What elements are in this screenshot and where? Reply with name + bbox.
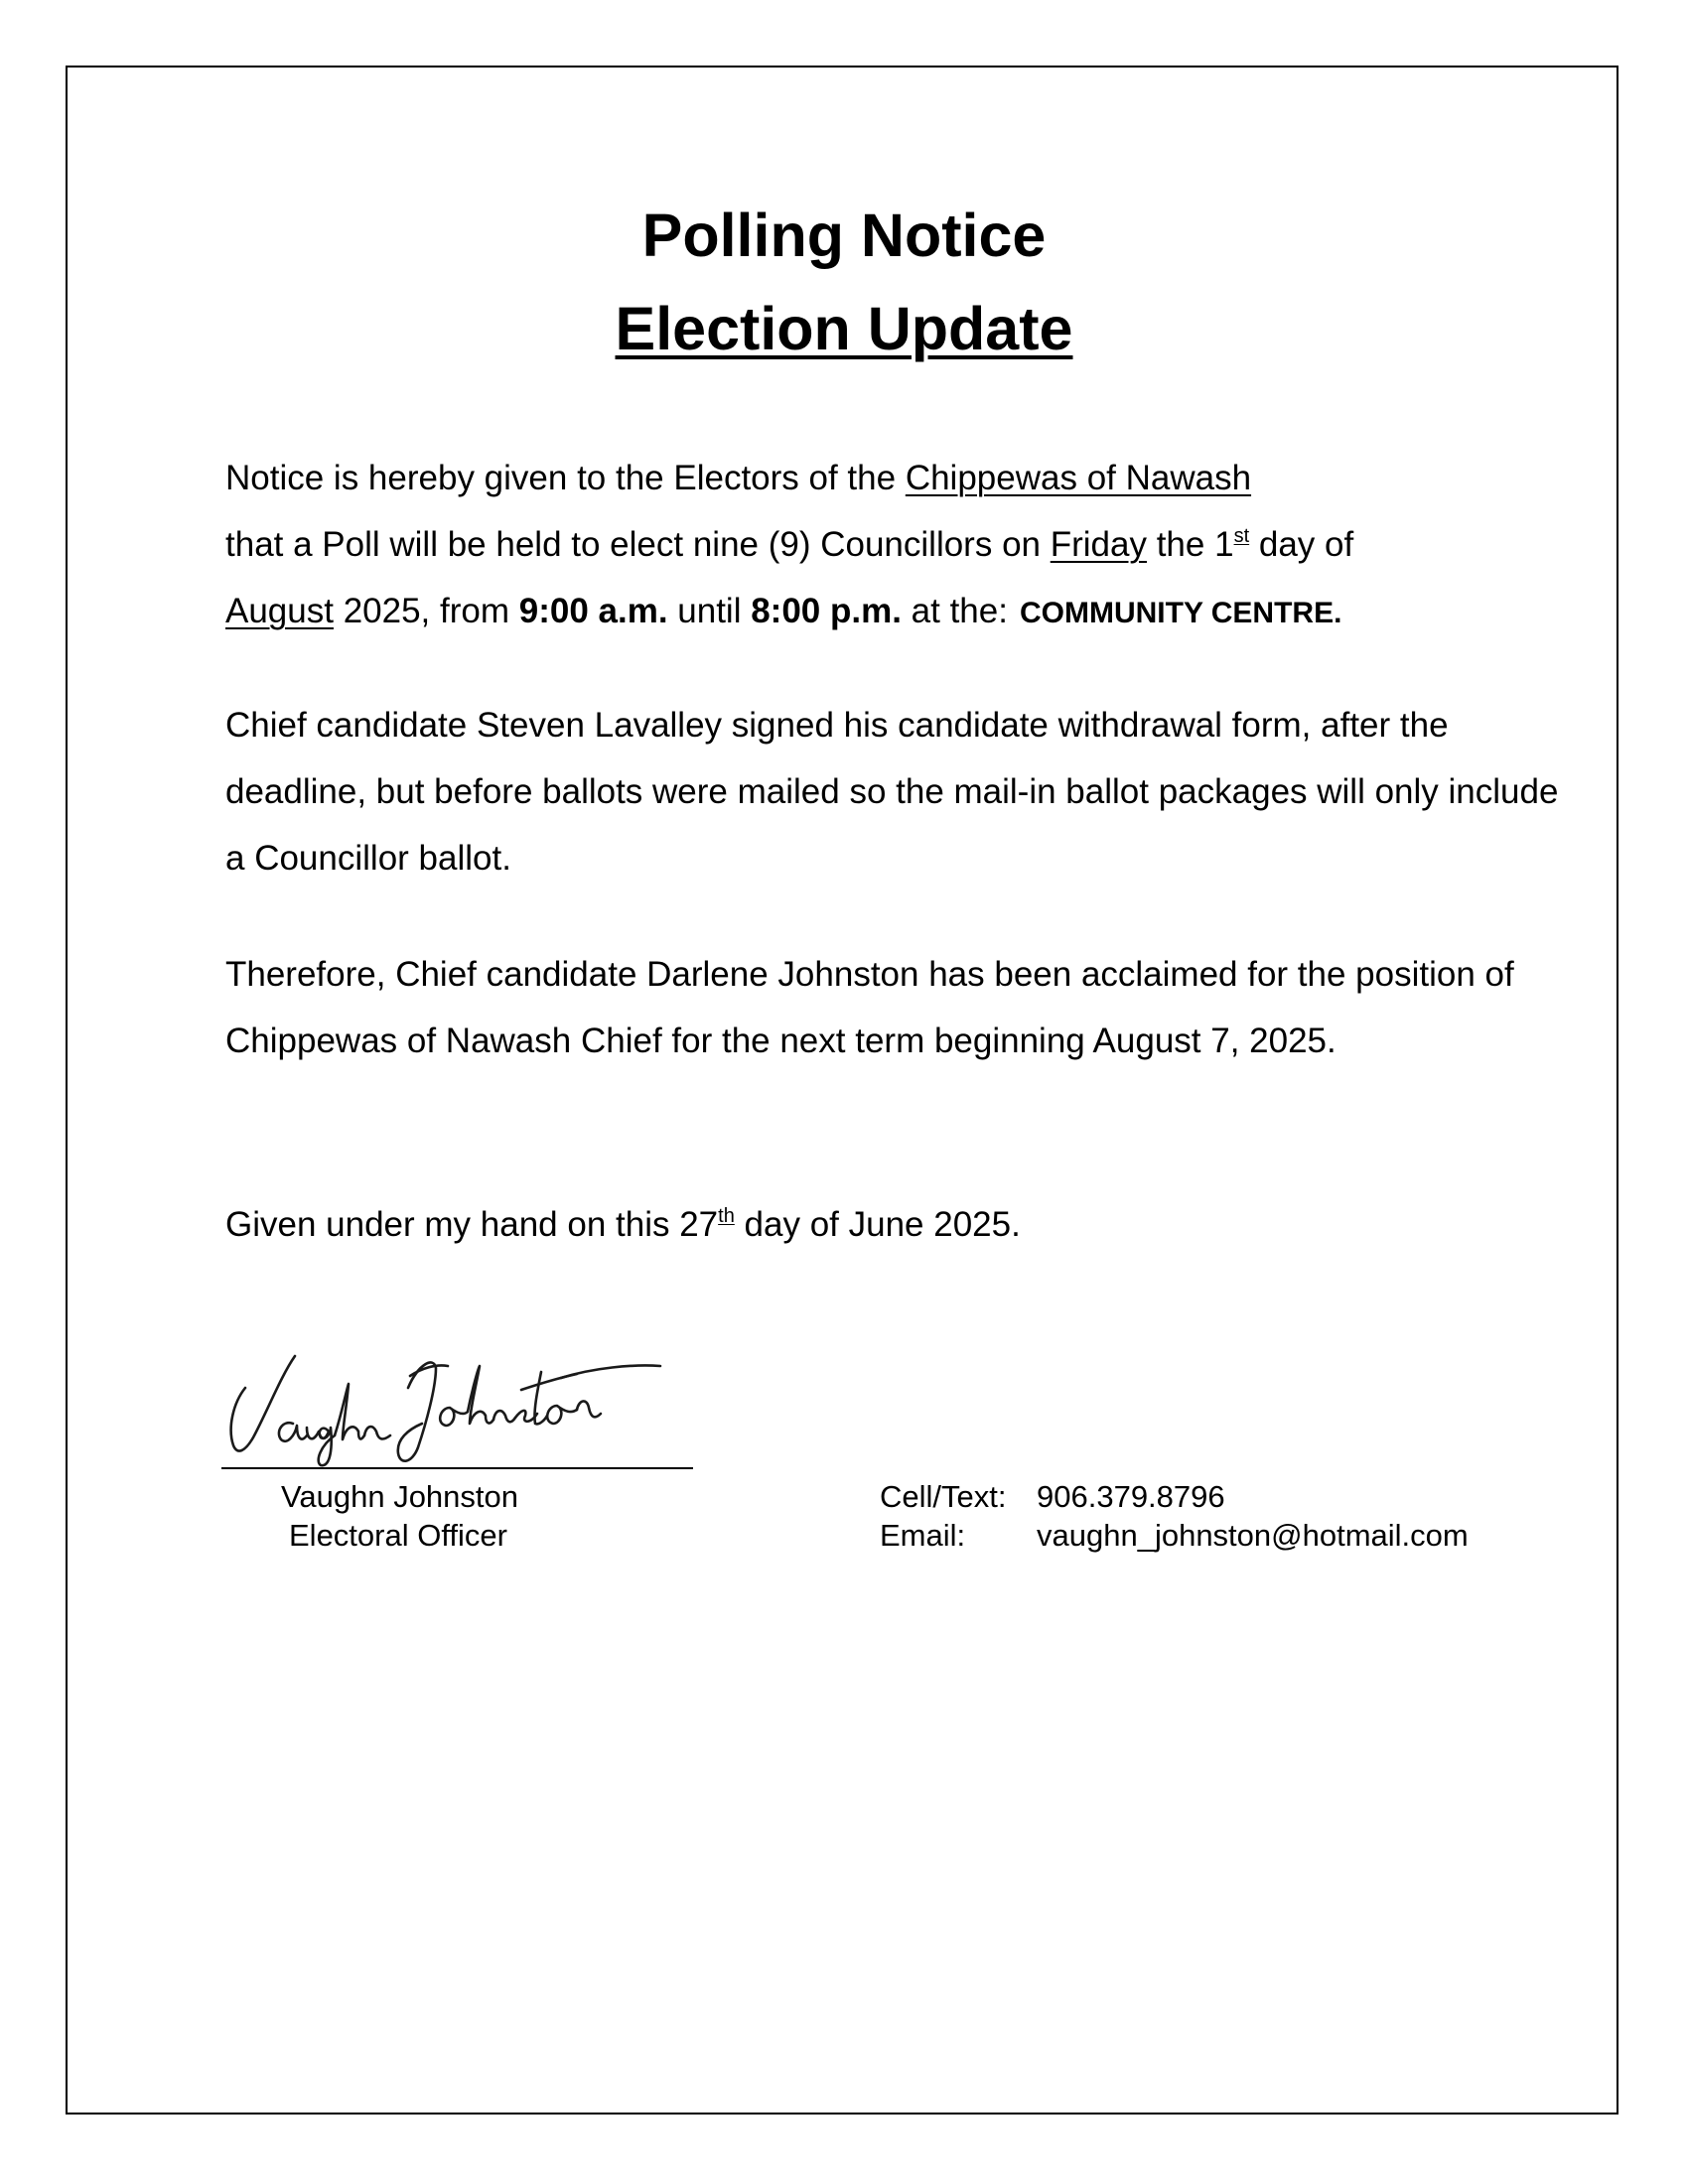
email-address: vaughn_johnston@hotmail.com	[1037, 1518, 1469, 1553]
poll-end-time: 8:00 p.m.	[751, 592, 902, 630]
ordinal-suffix: st	[1233, 525, 1250, 547]
notice-text: Given under my hand on this 27	[225, 1205, 719, 1244]
notice-text: Notice is hereby given to the Electors of the	[225, 459, 906, 497]
notice-text: at the:	[901, 592, 1008, 630]
handwritten-signature	[223, 1328, 690, 1467]
poll-day: Friday	[1050, 525, 1147, 564]
poll-venue: COMMUNITY CENTRE.	[1019, 597, 1342, 629]
cell-label: Cell/Text:	[880, 1479, 1007, 1514]
poll-start-time: 9:00 a.m.	[518, 592, 668, 630]
notice-paragraph-poll	[225, 445, 1576, 646]
poll-month: August	[225, 592, 334, 630]
notice-text: that a Poll will be held to elect nine (9) Councillors on	[225, 525, 1051, 564]
notice-text: day of	[1249, 525, 1354, 564]
page-border	[66, 66, 1618, 2115]
notice-text: 2025, from	[333, 592, 519, 630]
email-label: Email:	[880, 1518, 966, 1553]
notice-text: day of June 2025.	[734, 1205, 1021, 1244]
notice-paragraph-given	[225, 1191, 1576, 1258]
notice-paragraph-acclamation: Therefore, Chief candidate Darlene Johnston has been acclaimed for the position of Chippewas of Nawash Chief for the next term beginning August 7, 2025.	[225, 955, 1514, 1060]
cell-number: 906.379.8796	[1037, 1479, 1225, 1514]
notice-paragraph-withdrawal: Chief candidate Steven Lavalley signed his candidate withdrawal form, after the deadline, but before ballots were mailed so the mail-in ballot packages will only include a Councillor ballot.	[225, 706, 1559, 878]
officer-role: Electoral Officer	[289, 1518, 507, 1553]
nation-name: Chippewas of Nawash	[905, 459, 1252, 497]
ordinal-suffix: th	[718, 1205, 735, 1227]
officer-name: Vaughn Johnston	[281, 1479, 519, 1514]
page-subtitle: Election Update	[615, 295, 1073, 362]
signature-line	[221, 1467, 693, 1469]
page-title: Polling Notice	[641, 202, 1047, 269]
notice-text: the 1	[1146, 525, 1234, 564]
notice-text: until	[667, 592, 752, 630]
